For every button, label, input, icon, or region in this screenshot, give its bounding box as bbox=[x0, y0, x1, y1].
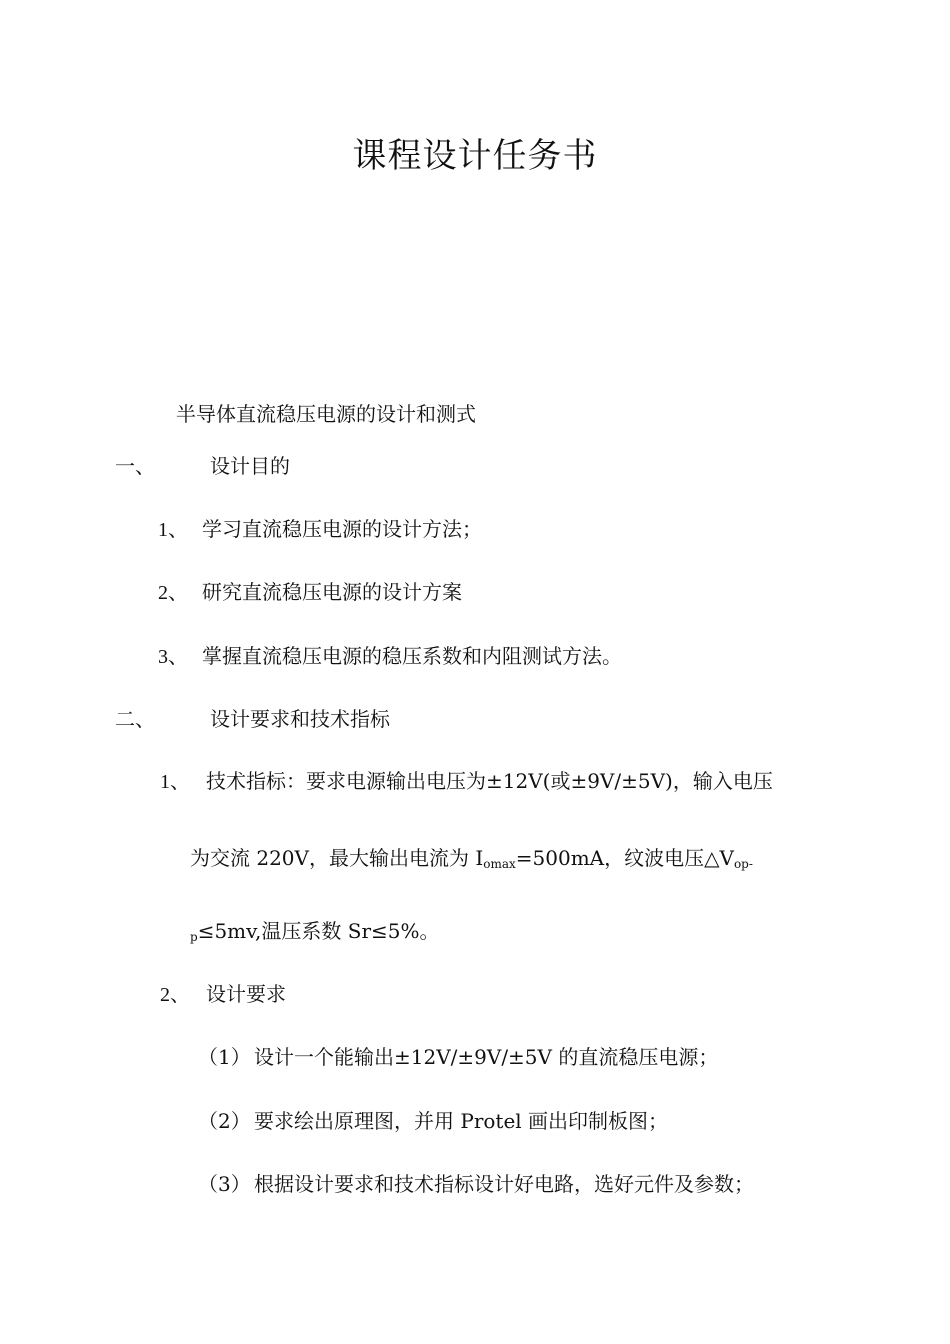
section-number-1: 一、 bbox=[115, 454, 155, 478]
spec-line-2 bbox=[190, 842, 753, 871]
section-heading-1: 设计目的 bbox=[210, 454, 290, 478]
spec-line-1: 技术指标：要求电源输出电压为±12V(或±9V/±5V)，输入电压 bbox=[206, 769, 773, 793]
spec-text: ≤5mv,温压系数 Sr≤5%。 bbox=[197, 919, 440, 943]
list-item-number: 2、 bbox=[158, 582, 188, 604]
spec-text: =500mA，纹波电压△V bbox=[515, 846, 734, 870]
list-item-text: 研究直流稳压电源的设计方案 bbox=[202, 580, 462, 604]
spec-text: 为交流 220V，最大输出电流为 I bbox=[190, 846, 484, 870]
subscript-op: op- bbox=[733, 857, 753, 871]
requirement-number: （3） bbox=[198, 1172, 251, 1196]
list-item-number: 1、 bbox=[158, 519, 188, 541]
spec-number: 1、 bbox=[160, 771, 190, 793]
section-number-2: 二、 bbox=[115, 707, 155, 731]
requirements-number: 2、 bbox=[160, 984, 190, 1006]
spec-line-3 bbox=[190, 915, 440, 944]
requirement-number: （2） bbox=[198, 1109, 251, 1133]
requirement-number: （1） bbox=[198, 1045, 251, 1069]
subscript-omax: omax bbox=[483, 857, 516, 871]
list-item-text: 学习直流稳压电源的设计方法； bbox=[202, 517, 482, 541]
requirement-text: 根据设计要求和技术指标设计好电路，选好元件及参数； bbox=[254, 1172, 754, 1196]
requirement-text: 设计一个能输出±12V/±9V/±5V 的直流稳压电源； bbox=[254, 1045, 719, 1069]
requirements-heading: 设计要求 bbox=[206, 982, 286, 1006]
requirement-text: 要求绘出原理图，并用 Protel 画出印制板图； bbox=[254, 1109, 669, 1133]
subscript-p: p bbox=[190, 930, 198, 944]
section-heading-2: 设计要求和技术指标 bbox=[210, 707, 390, 731]
document-subtitle: 半导体直流稳压电源的设计和测式 bbox=[176, 402, 476, 426]
page-title: 课程设计任务书 bbox=[352, 136, 598, 176]
list-item-number: 3、 bbox=[158, 646, 188, 668]
list-item-text: 掌握直流稳压电源的稳压系数和内阻测试方法。 bbox=[202, 644, 622, 668]
